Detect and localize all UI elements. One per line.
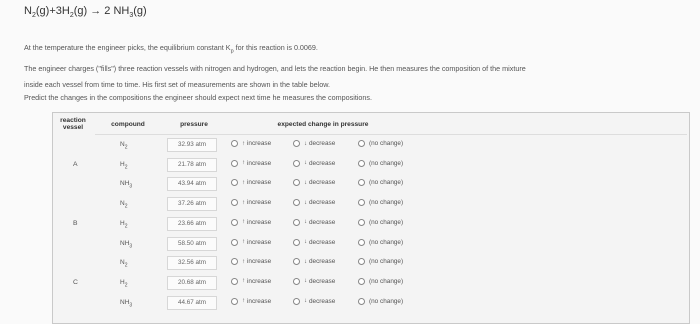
arrow-down-icon: ↓	[304, 278, 307, 285]
decrease-option[interactable]	[293, 160, 335, 167]
radio-button[interactable]	[293, 160, 300, 167]
radio-button[interactable]	[231, 219, 238, 226]
increase-option[interactable]	[231, 239, 271, 246]
compound-label	[120, 141, 127, 150]
option-label: increase	[247, 179, 272, 187]
description-line-2: inside each vessel from time to time. His first set of measurements are shown in the table below.	[24, 80, 331, 89]
radio-button[interactable]	[293, 179, 300, 186]
option-label: increase	[247, 238, 272, 246]
option-label: decrease	[309, 159, 336, 167]
option-label: increase	[247, 199, 272, 207]
compound-symbol: NH	[120, 298, 130, 306]
arrow-down-icon: ↓	[304, 160, 307, 167]
compound-subscript: 2	[124, 223, 128, 230]
data-table	[52, 112, 690, 324]
compound-label	[120, 180, 132, 189]
decrease-option[interactable]	[293, 258, 335, 265]
compound-subscript: 2	[124, 262, 128, 269]
radio-button[interactable]	[358, 199, 365, 206]
option-label: increase	[247, 140, 272, 147]
pressure-value: 20.68 atm	[167, 276, 217, 290]
arrow-up-icon: ↑	[242, 239, 245, 245]
pressure-value: 32.93 atm	[167, 138, 217, 152]
option-label: decrease	[309, 277, 336, 285]
radio-button[interactable]	[358, 219, 365, 226]
option-label: (no change)	[369, 297, 404, 305]
option-label: (no change)	[369, 218, 404, 226]
compound-label	[120, 220, 127, 229]
compound-label	[120, 259, 127, 268]
no-change-option[interactable]	[358, 219, 403, 226]
radio-button[interactable]	[358, 278, 365, 285]
radio-button[interactable]	[293, 298, 300, 305]
compound-label	[120, 299, 132, 308]
option-label: increase	[247, 218, 272, 226]
pressure-value: 58.50 atm	[167, 237, 217, 251]
no-change-option[interactable]	[358, 160, 403, 167]
increase-option[interactable]	[231, 199, 271, 206]
vessel-label: C	[73, 278, 78, 286]
compound-label	[120, 240, 132, 249]
arrow-down-icon: ↓	[304, 140, 307, 147]
arrow-up-icon: ↑	[242, 140, 245, 147]
compound-symbol: H	[120, 219, 125, 227]
option-label: (no change)	[369, 238, 404, 246]
compound-subscript: 3	[129, 242, 133, 249]
increase-option[interactable]	[231, 258, 271, 265]
option-label: increase	[247, 159, 272, 167]
radio-button[interactable]	[231, 140, 238, 147]
compound-subscript: 3	[129, 183, 133, 190]
instruction-text: Predict the changes in the compositions the engineer should expect next time he measures the compositions.	[24, 93, 372, 102]
pressure-value: 43.94 atm	[167, 177, 217, 191]
arrow-up-icon: ↑	[242, 278, 245, 285]
pressure-value: 32.56 atm	[167, 256, 217, 270]
option-label: decrease	[309, 218, 336, 226]
option-label: (no change)	[369, 179, 404, 187]
radio-button[interactable]	[293, 278, 300, 285]
pressure-value: 44.67 atm	[167, 296, 217, 310]
compound-label	[120, 200, 127, 209]
compound-subscript: 3	[129, 301, 133, 308]
arrow-up-icon: ↑	[242, 298, 245, 305]
increase-option[interactable]	[231, 219, 271, 226]
radio-button[interactable]	[293, 199, 300, 206]
compound-symbol: N	[120, 141, 125, 148]
decrease-option[interactable]	[293, 298, 335, 305]
vessel-label: A	[73, 160, 78, 168]
compound-subscript: 2	[124, 163, 128, 170]
option-label: decrease	[309, 140, 336, 147]
increase-option[interactable]	[231, 298, 271, 305]
compound-symbol: H	[120, 278, 125, 286]
compound-symbol: N	[120, 200, 125, 208]
reaction-equation: $N_2(g)+3H_2(g) \to 2$ $NH_3(g)$	[24, 5, 147, 20]
radio-button[interactable]	[293, 219, 300, 226]
no-change-option[interactable]	[358, 258, 403, 265]
option-label: increase	[247, 297, 272, 305]
arrow-up-icon: ↑	[242, 219, 245, 226]
increase-option[interactable]	[231, 140, 271, 147]
header-expected-change: expected change in pressure	[277, 121, 369, 128]
option-label: decrease	[309, 258, 336, 266]
option-label: (no change)	[369, 159, 404, 167]
compound-subscript: 2	[124, 144, 128, 151]
compound-symbol: N	[120, 259, 125, 267]
option-label: (no change)	[369, 140, 404, 147]
pressure-value: 21.78 atm	[167, 158, 217, 172]
vessel-label: B	[73, 219, 78, 227]
arrow-down-icon: ↓	[304, 199, 307, 206]
arrow-up-icon: ↑	[242, 160, 245, 167]
no-change-option[interactable]	[358, 278, 403, 285]
option-label: increase	[247, 258, 272, 266]
compound-subscript: 2	[124, 282, 128, 289]
radio-button[interactable]	[358, 239, 365, 246]
radio-button[interactable]	[358, 140, 365, 147]
compound-symbol: NH	[120, 180, 130, 188]
decrease-option[interactable]	[293, 199, 335, 206]
option-label: (no change)	[369, 277, 404, 285]
arrow-down-icon: ↓	[304, 239, 307, 245]
option-label: (no change)	[369, 199, 404, 207]
decrease-option[interactable]	[293, 219, 335, 226]
no-change-option[interactable]	[358, 199, 403, 206]
compound-symbol: H	[120, 160, 125, 168]
increase-option[interactable]	[231, 179, 271, 186]
option-label: decrease	[309, 297, 336, 305]
radio-button[interactable]	[358, 298, 365, 305]
pressure-value: 23.66 atm	[167, 217, 217, 231]
radio-button[interactable]	[293, 239, 300, 246]
header-divider	[95, 134, 687, 135]
compound-label	[120, 279, 127, 288]
increase-option[interactable]	[231, 278, 271, 285]
arrow-down-icon: ↓	[304, 179, 307, 186]
no-change-option[interactable]	[358, 140, 403, 147]
radio-button[interactable]	[231, 160, 238, 167]
radio-button[interactable]	[231, 239, 238, 246]
compound-subscript: 2	[124, 203, 128, 210]
option-label: increase	[247, 277, 272, 285]
arrow-up-icon: ↑	[242, 258, 245, 265]
intro-text: At the temperature the engineer picks, the equilibrium constant $K_p$ for this reaction is 0.0069.	[24, 43, 318, 55]
decrease-option[interactable]	[293, 140, 335, 147]
radio-button[interactable]	[358, 160, 365, 167]
option-label: decrease	[309, 238, 336, 246]
decrease-option[interactable]	[293, 179, 335, 186]
header-compound: compound	[111, 121, 145, 128]
no-change-option[interactable]	[358, 298, 403, 305]
radio-button[interactable]	[231, 258, 238, 265]
arrow-up-icon: ↑	[242, 179, 245, 186]
arrow-up-icon: ↑	[242, 199, 245, 206]
radio-button[interactable]	[231, 278, 238, 285]
radio-button[interactable]	[358, 258, 365, 265]
radio-button[interactable]	[231, 179, 238, 186]
pressure-value: 37.26 atm	[167, 197, 217, 211]
no-change-option[interactable]	[358, 179, 403, 186]
option-label: decrease	[309, 179, 336, 187]
description-line-1: The engineer charges ("fills") three reaction vessels with nitrogen and hydrogen, and lets the reaction begin. He then measures the composition of the mixture	[24, 64, 526, 73]
compound-symbol: NH	[120, 239, 130, 247]
radio-button[interactable]	[231, 199, 238, 206]
radio-button[interactable]	[293, 258, 300, 265]
arrow-down-icon: ↓	[304, 298, 307, 305]
header-pressure: pressure	[180, 121, 208, 128]
radio-button[interactable]	[293, 140, 300, 147]
no-change-option[interactable]	[358, 239, 403, 246]
arrow-down-icon: ↓	[304, 219, 307, 226]
decrease-option[interactable]	[293, 278, 335, 285]
decrease-option[interactable]	[293, 239, 335, 246]
compound-label	[120, 161, 127, 170]
arrow-down-icon: ↓	[304, 258, 307, 265]
header-reaction-vessel: reaction vessel	[60, 117, 86, 131]
increase-option[interactable]	[231, 160, 271, 167]
option-label: decrease	[309, 199, 336, 207]
radio-button[interactable]	[358, 179, 365, 186]
radio-button[interactable]	[231, 298, 238, 305]
option-label: (no change)	[369, 258, 404, 266]
